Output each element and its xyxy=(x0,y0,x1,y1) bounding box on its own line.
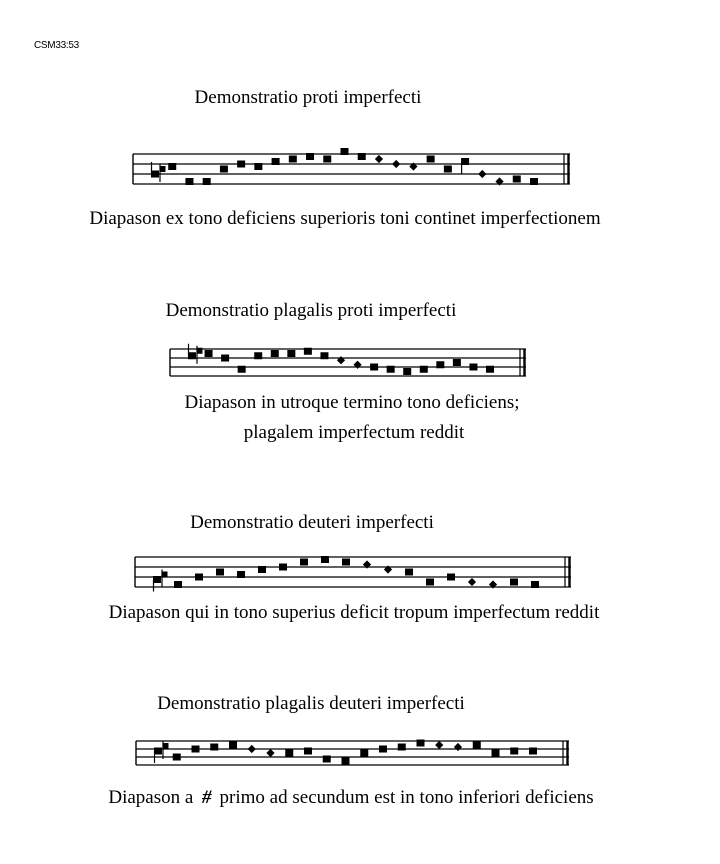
square-note xyxy=(173,754,180,760)
square-note xyxy=(427,579,434,585)
square-note xyxy=(220,166,227,172)
square-note xyxy=(211,744,218,750)
square-note xyxy=(238,366,245,372)
square-note xyxy=(196,574,203,580)
square-note xyxy=(470,364,477,370)
example-2-caption-line-2: plagalem imperfectum reddit xyxy=(243,422,465,443)
page-reference: CSM33:53 xyxy=(34,40,79,51)
example-2-caption-line-1: Diapason in utroque termino tono deficiens; xyxy=(184,392,520,413)
square-note xyxy=(169,164,176,170)
square-note xyxy=(513,176,520,182)
square-note xyxy=(307,154,314,160)
rhombus-note xyxy=(393,161,400,168)
example-4-title: Demonstratio plagalis deuteri imperfecti xyxy=(157,693,465,714)
rhombus-note xyxy=(267,750,274,757)
square-note xyxy=(289,156,296,162)
square-note xyxy=(342,758,349,764)
square-note xyxy=(448,574,455,580)
square-note xyxy=(437,362,444,368)
square-note xyxy=(530,748,537,754)
example-4-caption-part-1: Diapason a xyxy=(108,787,199,808)
square-note xyxy=(487,366,494,372)
square-note xyxy=(358,154,365,160)
square-note xyxy=(473,742,480,748)
square-note xyxy=(406,569,413,575)
square-note xyxy=(175,582,182,588)
square-note xyxy=(189,344,203,364)
sharp-symbol: # xyxy=(202,787,212,808)
square-note xyxy=(361,750,368,756)
square-note xyxy=(255,353,262,359)
example-3-staff xyxy=(135,554,571,590)
square-note xyxy=(404,369,411,375)
square-note xyxy=(286,750,293,756)
square-note xyxy=(217,569,224,575)
example-4-caption xyxy=(0,786,711,810)
square-note xyxy=(420,366,427,372)
square-note xyxy=(343,559,350,565)
square-note xyxy=(271,351,278,357)
square-note xyxy=(301,559,308,565)
square-note xyxy=(321,353,328,359)
square-note xyxy=(230,742,237,748)
example-1-title: Demonstratio proti imperfecti xyxy=(194,87,422,108)
square-note xyxy=(532,582,539,588)
square-note xyxy=(222,355,229,361)
square-note xyxy=(324,156,331,162)
square-note xyxy=(511,748,518,754)
square-note xyxy=(444,166,451,172)
square-note xyxy=(288,351,295,357)
square-note xyxy=(203,179,210,185)
rhombus-note xyxy=(436,742,443,749)
square-note xyxy=(238,161,245,167)
square-note xyxy=(371,364,378,370)
square-note xyxy=(255,164,262,170)
rhombus-note xyxy=(376,156,383,163)
square-note xyxy=(280,564,287,570)
square-note xyxy=(427,156,434,162)
rhombus-note xyxy=(469,579,476,586)
example-2-title: Demonstratio plagalis proti imperfecti xyxy=(165,300,457,321)
square-note xyxy=(186,179,193,185)
example-3-caption: Diapason qui in tono superius deficit tropum imperfectum reddit xyxy=(108,602,600,623)
square-note xyxy=(380,746,387,752)
square-note xyxy=(417,740,424,746)
square-note xyxy=(398,744,405,750)
square-note xyxy=(205,351,212,357)
square-note xyxy=(387,366,394,372)
square-note xyxy=(272,159,279,165)
square-note xyxy=(492,750,499,756)
square-note xyxy=(322,557,329,563)
example-2-staff xyxy=(170,346,526,379)
square-note xyxy=(305,748,312,754)
square-note xyxy=(192,746,199,752)
example-3-title: Demonstratio deuteri imperfecti xyxy=(190,512,434,533)
rhombus-note xyxy=(479,171,486,178)
rhombus-note xyxy=(248,746,255,753)
square-note xyxy=(462,159,469,174)
square-note xyxy=(259,567,266,573)
example-1-staff xyxy=(133,151,570,187)
example-4-staff xyxy=(136,738,569,768)
square-note xyxy=(323,756,330,762)
square-note xyxy=(155,741,169,763)
square-note xyxy=(341,149,348,155)
example-4-caption-part-2: primo ad secundum est in tono inferiori deficiens xyxy=(219,787,594,808)
square-note xyxy=(453,360,460,366)
square-note xyxy=(531,179,538,185)
square-note xyxy=(238,572,245,578)
square-note xyxy=(152,162,166,182)
square-note xyxy=(511,579,518,585)
square-note xyxy=(304,348,311,354)
square-note xyxy=(154,570,168,592)
example-1-caption: Diapason ex tono deficiens superioris toni continet imperfectionem xyxy=(89,208,601,229)
